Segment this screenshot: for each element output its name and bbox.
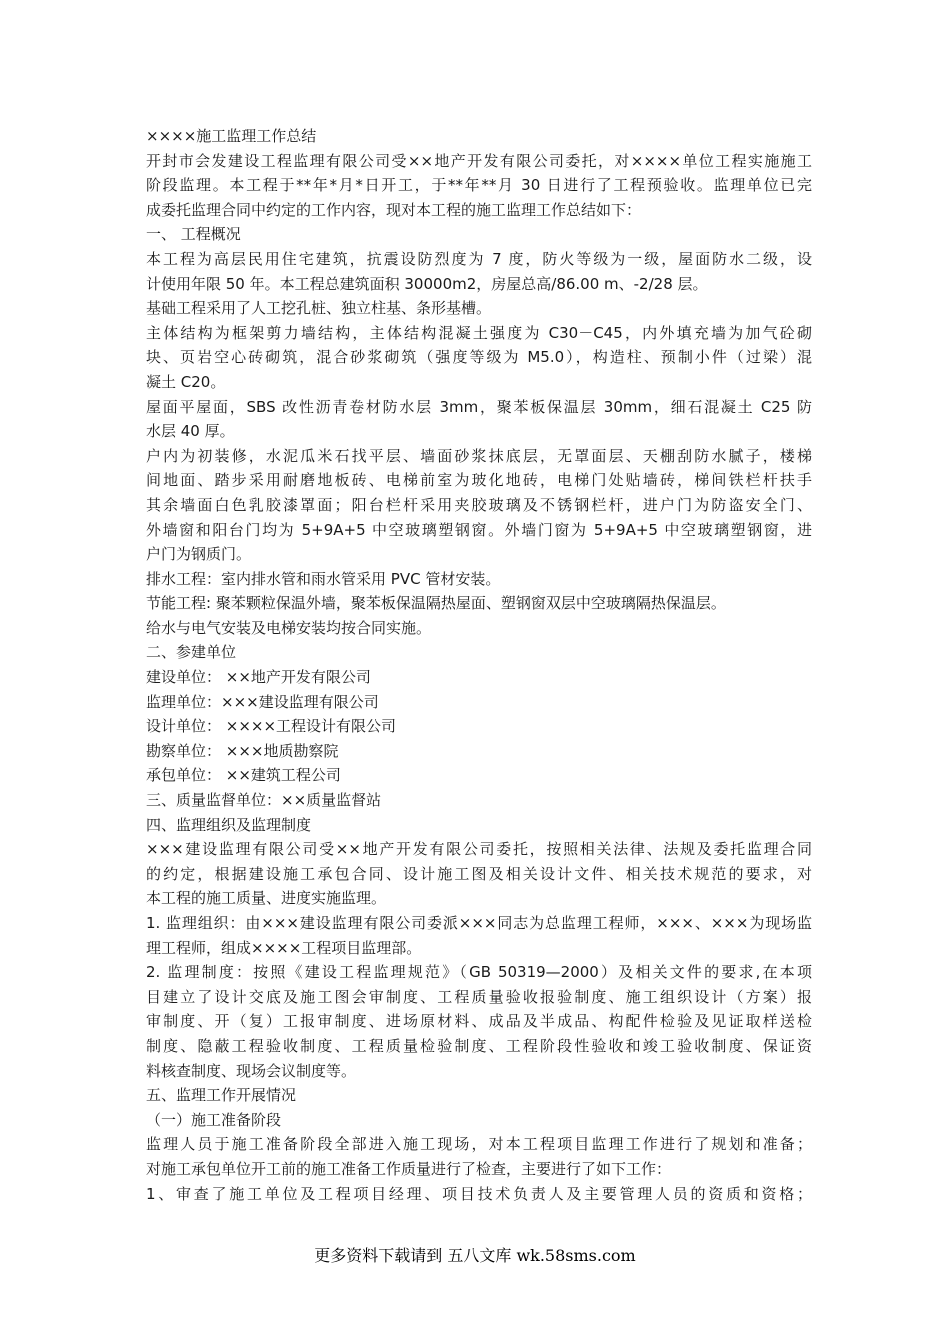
text-line: 监理单位：×××建设监理有限公司 [146,692,379,711]
text-line: 本工程为高层民用住宅建筑，抗震设防烈度为 7 度，防火等级为一级，屋面防水二级，设 [146,249,812,268]
document-title: ××××施工监理工作总结 [146,127,317,145]
text-line: 计使用年限 50 年。本工程总建筑面积 30000m2，房屋总高/86.00 m、-2/28 层。 [146,274,708,293]
text-line: 理工程师，组成××××工程项目监理部。 [146,938,422,957]
text-line: 户内为初装修，水泥瓜米石找平层、墙面砂浆抹底层，无罩面层、天棚刮防水腻子，楼梯 [146,446,812,465]
text-line: 监理人员于施工准备阶段全部进入施工现场，对本工程项目监理工作进行了规划和准备； [146,1135,812,1154]
text-line: 承包单位： ××建筑工程公司 [146,766,341,785]
text-line: 给水与电气安装及电梯安装均按合同实施。 [146,618,432,637]
text-line: （一）施工准备阶段 [146,1110,282,1129]
text-line: 户门为钢质门。 [146,545,252,564]
text-line: 四、监理组织及监理制度 [146,815,312,834]
text-line: 1、审查了施工单位及工程项目经理、项目技术负责人及主要管理人员的资质和资格； [146,1184,812,1203]
text-line: 阶段监理。本工程于**年*月*日开工，于**年**月 30 日进行了工程预验收。监理单位已完 [146,176,812,195]
text-line: 块、页岩空心砖砌筑，混合砂浆砌筑（强度等级为 M5.0），构造柱、预制小件（过梁）混 [146,348,812,367]
text-line: 排水工程：室内排水管和雨水管采用 PVC 管材安装。 [146,569,501,588]
text-line: 凝土 C20。 [146,372,226,391]
text-line: 外墙窗和阳台门均为 5+9A+5 中空玻璃塑钢窗。外墙门窗为 5+9A+5 中空玻璃塑钢窗，进 [146,520,812,539]
text-line: 水层 40 厚。 [146,422,235,441]
text-line: 基础工程采用了人工挖孔桩、独立柱基、条形基槽。 [146,299,492,318]
footer-note: 更多资料下载请到 五八文库 wk.58sms.com [314,1246,636,1265]
text-line: 间地面、踏步采用耐磨地板砖、电梯前室为玻化地砖，电梯门处贴墙砖，梯间铁栏杆扶手 [146,471,812,490]
text-line: 建设单位： ××地产开发有限公司 [146,668,371,687]
text-line: 1. 监理组织：由×××建设监理有限公司委派×××同志为总监理工程师，×××、×××为现场监 [146,914,812,932]
text-line: 成委托监理合同中约定的工作内容，现对本工程的施工监理工作总结如下： [146,200,642,219]
text-line: 对施工承包单位开工前的施工准备工作质量进行了检查，主要进行了如下工作： [146,1159,672,1178]
text-line: 目建立了设计交底及施工图会审制度、工程质量验收报验制度、施工组织设计（方案）报 [146,987,812,1006]
text-line: 料核查制度、现场会议制度等。 [146,1061,357,1080]
text-line: 审制度、开（复）工报审制度、进场原材料、成品及半成品、构配件检验及见证取样送检 [146,1012,812,1031]
text-line: 本工程的施工质量、进度实施监理。 [146,889,387,908]
text-line: 设计单位： ××××工程设计有限公司 [146,717,397,736]
text-line: 开封市会发建设工程监理有限公司受××地产开发有限公司委托，对××××单位工程实施施工 [146,151,812,170]
text-line: 制度、隐蔽工程验收制度、工程质量检验制度、工程阶段性验收和竣工验收制度、保证资 [146,1036,812,1055]
document-body [146,124,812,1206]
text-line: 二、参建单位 [146,643,237,662]
text-line: 主体结构为框架剪力墙结构，主体结构混凝土强度为 C30－C45，内外填充墙为加气砼砌 [146,323,812,342]
text-line: ×××建设监理有限公司受××地产开发有限公司委托，按照相关法律、法规及委托监理合同 [146,840,812,859]
text-line: 其余墙面白色乳胶漆罩面；阳台栏杆采用夹胶玻璃及不锈钢栏杆，进户门为防盗安全门、 [146,495,812,514]
text-line: 2. 监理制度：按照《建设工程监理规范》（GB 50319—2000）及相关文件的要求,在本项 [146,963,812,982]
text-line: 节能工程: 聚苯颗粒保温外墙，聚苯板保温隔热屋面、塑钢窗双层中空玻璃隔热保温层。 [146,594,726,613]
text-line: 的约定，根据建设施工承包合同、设计施工图及相关设计文件、相关技术规范的要求，对 [146,864,812,883]
text-line: 勘察单位： ×××地质勘察院 [146,741,339,760]
text-line: 屋面平屋面，SBS 改性沥青卷材防水层 3mm，聚苯板保温层 30mm，细石混凝土 C25 防 [146,397,812,416]
text-line: 一、 工程概况 [146,225,241,244]
text-line: 三、质量监督单位：××质量监督站 [146,791,382,810]
text-line: 五、监理工作开展情况 [146,1086,297,1105]
